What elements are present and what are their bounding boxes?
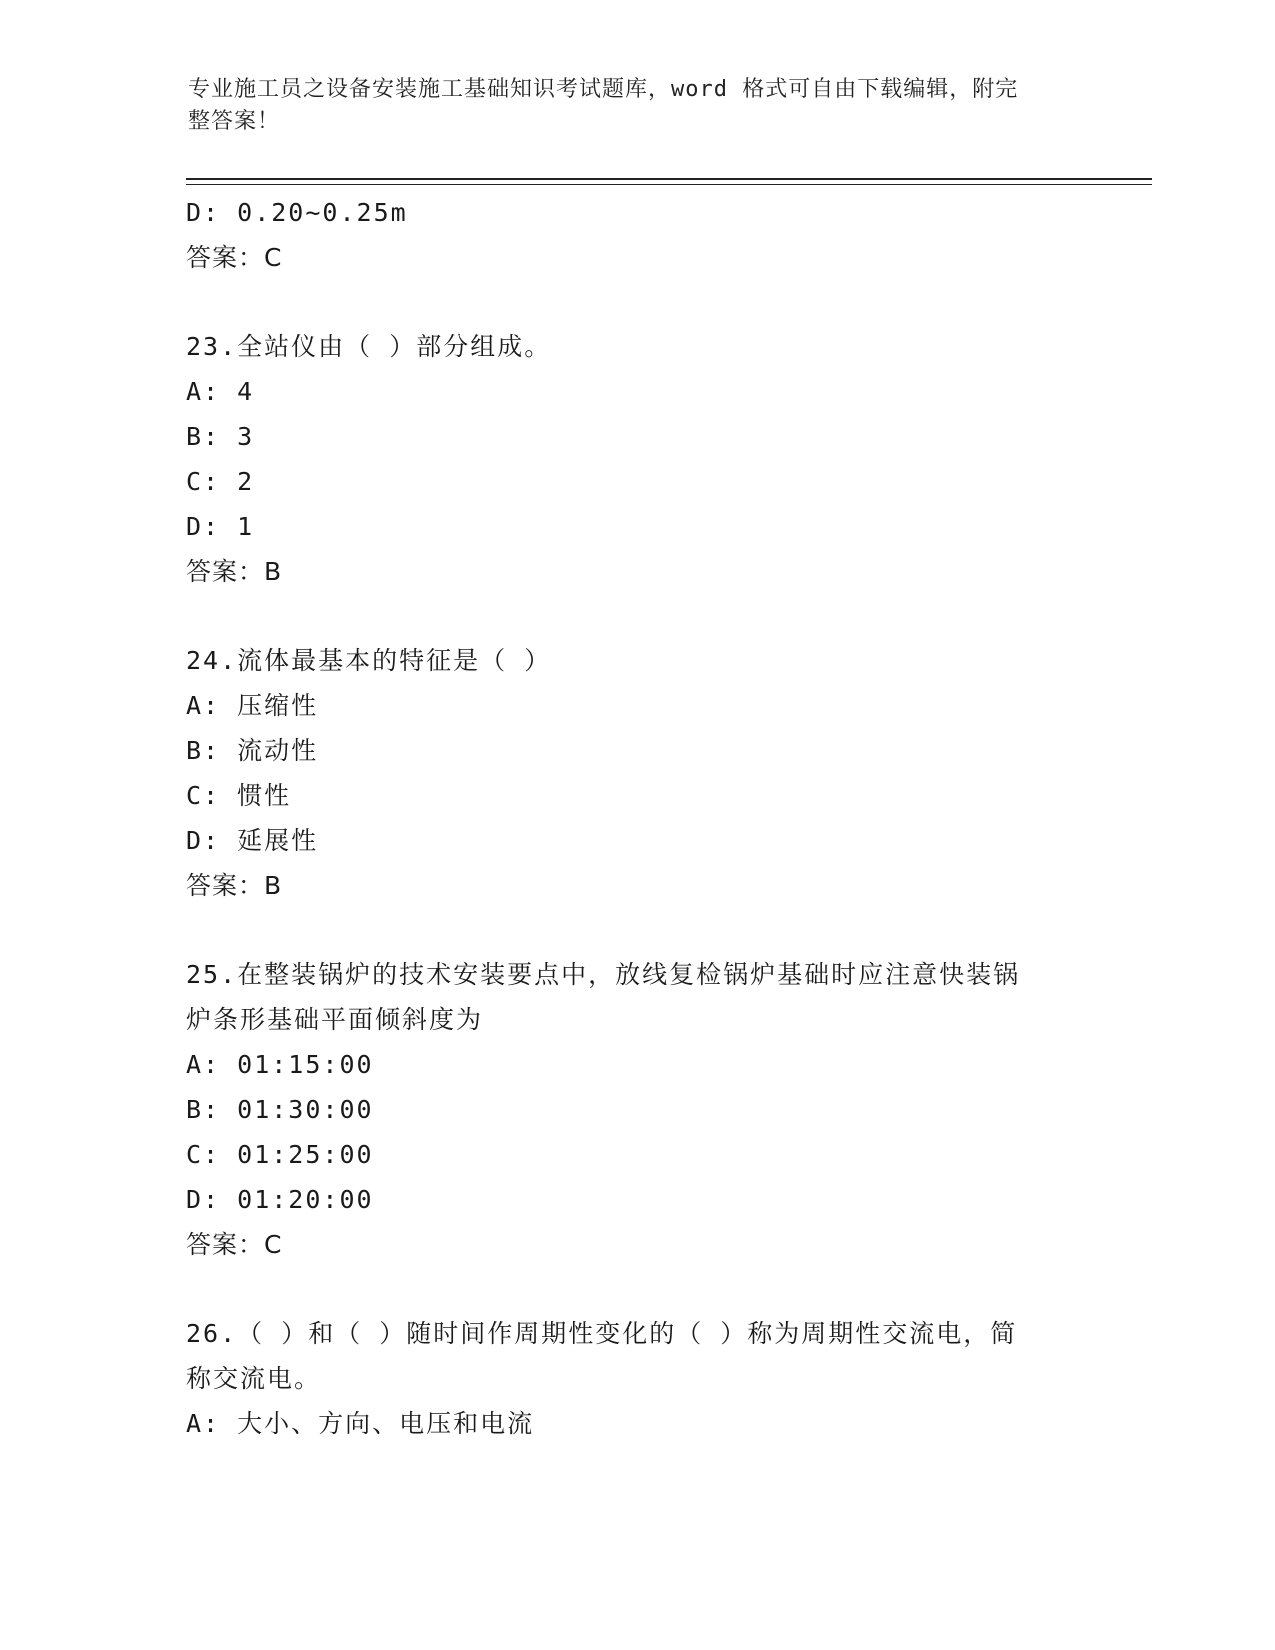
header-line-1: 专业施工员之设备安装施工基础知识考试题库，word 格式可自由下载编辑，附完 [188,77,1019,102]
option-b: B: 3 [186,422,255,451]
answer: 答案：B [186,871,283,900]
option-d: D: 1 [186,512,255,541]
question-25 [186,952,1086,1267]
question-stem-line-1: 25.在整装锅炉的技术安装要点中，放线复检锅炉基础时应注意快装锅 [186,960,1021,989]
question-24 [186,638,1086,908]
answer: 答案：C [186,243,283,272]
header-divider-thin [186,184,1152,185]
answer: 答案：C [186,1230,283,1259]
option-d: D: 延展性 [186,826,319,855]
option-a: A: 压缩性 [186,691,319,720]
option-a: A: 大小、方向、电压和电流 [186,1409,535,1438]
question-26 [186,1311,1086,1446]
option-b: B: 01:30:00 [186,1095,374,1124]
option-a: A: 01:15:00 [186,1050,374,1079]
question-stem: 23.全站仪由（ ）部分组成。 [186,332,552,361]
document-header [188,74,1068,138]
option-a: A: 4 [186,377,255,406]
question-stem: 24.流体最基本的特征是（ ） [186,646,552,675]
option-c: C: 01:25:00 [186,1140,374,1169]
option-d: D: 01:20:00 [186,1185,374,1214]
header-line-2: 整答案！ [188,109,281,134]
option-d: D: 0.20~0.25m [186,198,408,227]
option-c: C: 2 [186,467,255,496]
option-c: C: 惯性 [186,781,292,810]
option-b: B: 流动性 [186,736,319,765]
header-divider-thick [186,178,1152,180]
answer: 答案：B [186,557,283,586]
question-list [186,190,1086,1446]
question-stem-line-2: 称交流电。 [186,1364,322,1393]
question-stem-line-1: 26.（ ）和（ ）随时间作周期性变化的（ ）称为周期性交流电，简 [186,1319,1018,1348]
question-23 [186,324,1086,594]
question-stem-line-2: 炉条形基础平面倾斜度为 [186,1005,484,1034]
question-22-tail [186,190,1086,280]
